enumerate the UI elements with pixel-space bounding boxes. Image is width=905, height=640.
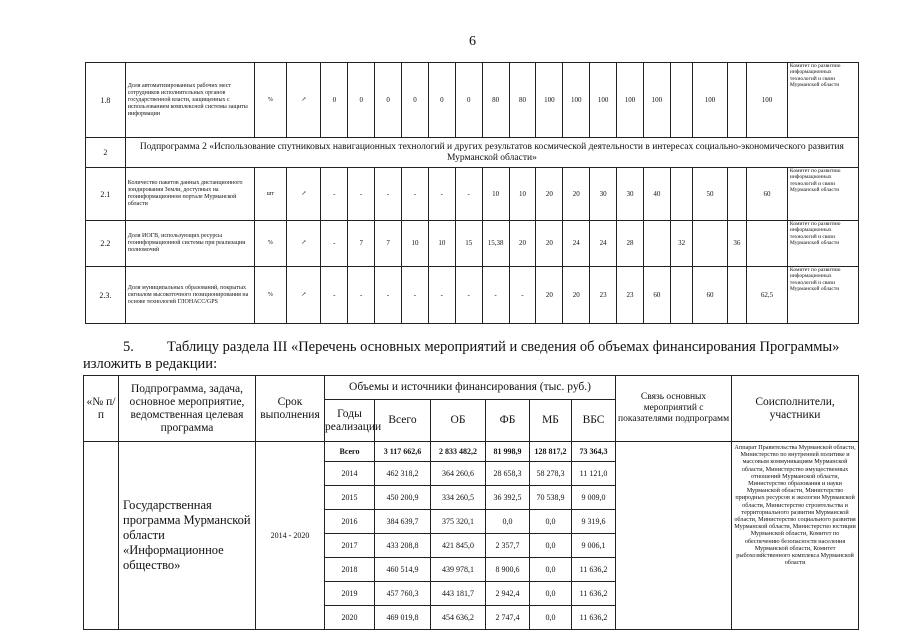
header-no: «№ п/п bbox=[84, 376, 119, 442]
row-number: 2 bbox=[86, 138, 126, 168]
indicator-value: 0 bbox=[375, 63, 402, 138]
indicator-value: - bbox=[482, 267, 509, 324]
indicator-value: 0 bbox=[402, 63, 429, 138]
indicator-value: 15 bbox=[455, 221, 482, 267]
indicator-executor: Комитет по развитию информационных технологий и связи Мурманской области bbox=[787, 63, 858, 138]
header-ob: ОБ bbox=[431, 400, 486, 442]
indicator-value: 40 bbox=[643, 168, 670, 221]
indicator-value: 60 bbox=[693, 267, 727, 324]
indicator-value: 80 bbox=[509, 63, 536, 138]
finance-fb: 2 942,4 bbox=[486, 582, 530, 606]
finance-total: 469 019,8 bbox=[375, 606, 431, 630]
indicator-value: 100 bbox=[536, 63, 563, 138]
link-cell bbox=[616, 442, 732, 630]
indicator-value: - bbox=[428, 267, 455, 324]
finance-total: 457 760,3 bbox=[375, 582, 431, 606]
finance-ob: 2 833 482,2 bbox=[431, 442, 486, 462]
finance-mb: 0,0 bbox=[530, 606, 572, 630]
finance-ob: 439 978,1 bbox=[431, 558, 486, 582]
header-years: Годы реализации bbox=[325, 400, 375, 442]
indicator-value bbox=[643, 221, 670, 267]
indicator-value: 0 bbox=[348, 63, 375, 138]
finance-fb: 36 392,5 bbox=[486, 486, 530, 510]
finance-fb: 8 900,6 bbox=[486, 558, 530, 582]
header-vbs: ВБС bbox=[572, 400, 616, 442]
indicator-value: 62,5 bbox=[747, 267, 788, 324]
header-link: Связь основных мероприятий с показателями подпрограмм bbox=[616, 376, 732, 442]
indicator-value: - bbox=[428, 168, 455, 221]
indicator-row bbox=[86, 63, 859, 138]
page-number: 6 bbox=[469, 34, 476, 49]
finance-total: 433 208,8 bbox=[375, 534, 431, 558]
indicator-row bbox=[86, 221, 859, 267]
finance-year: 2018 bbox=[325, 558, 375, 582]
indicator-name: Доля муниципальных образований, покрытых сигналом высокоточного позиционирования на основе технологий ГЛОНАСС/GPS bbox=[125, 267, 254, 324]
trend-mark: ↗ bbox=[287, 221, 321, 267]
finance-vbs: 11 636,2 bbox=[572, 558, 616, 582]
finance-fb: 2 357,7 bbox=[486, 534, 530, 558]
header-partners: Соисполнители, участники bbox=[732, 376, 859, 442]
indicator-value: 20 bbox=[536, 267, 563, 324]
finance-mb: 0,0 bbox=[530, 510, 572, 534]
indicator-row bbox=[86, 168, 859, 221]
indicator-name: Количество пакетов данных дистанционного зондирования Земли, доступных на геоинформационном портале Мурманской области bbox=[125, 168, 254, 221]
indicator-value: 15,38 bbox=[482, 221, 509, 267]
finance-fb: 81 998,9 bbox=[486, 442, 530, 462]
indicator-row bbox=[86, 267, 859, 324]
indicator-value: 23 bbox=[617, 267, 644, 324]
program-number-cell bbox=[84, 442, 119, 630]
indicator-value: 50 bbox=[693, 168, 727, 221]
indicator-value: 100 bbox=[643, 63, 670, 138]
finance-ob: 454 636,2 bbox=[431, 606, 486, 630]
indicator-value: - bbox=[321, 221, 348, 267]
finance-ob: 364 260,6 bbox=[431, 462, 486, 486]
finance-ob: 443 181,7 bbox=[431, 582, 486, 606]
indicator-value: - bbox=[375, 168, 402, 221]
finance-year: 2019 bbox=[325, 582, 375, 606]
finance-vbs: 9 009,0 bbox=[572, 486, 616, 510]
indicator-value: 100 bbox=[693, 63, 727, 138]
indicator-value: - bbox=[375, 267, 402, 324]
header-volumes: Объемы и источники финансирования (тыс. руб.) bbox=[325, 376, 616, 400]
finance-mb: 128 817,2 bbox=[530, 442, 572, 462]
indicator-value: 100 bbox=[617, 63, 644, 138]
indicator-value: 7 bbox=[348, 221, 375, 267]
indicator-executor: Комитет по развитию информационных технологий и связи Мурманской области bbox=[787, 267, 858, 324]
indicator-value: 0 bbox=[428, 63, 455, 138]
finance-mb: 58 278,3 bbox=[530, 462, 572, 486]
indicator-value: - bbox=[402, 267, 429, 324]
indicator-executor: Комитет по развитию информационных технологий и связи Мурманской области bbox=[787, 168, 858, 221]
indicator-value: - bbox=[321, 168, 348, 221]
finance-vbs: 73 364,3 bbox=[572, 442, 616, 462]
finance-total: 3 117 662,6 bbox=[375, 442, 431, 462]
finance-total: 384 639,7 bbox=[375, 510, 431, 534]
finance-year: 2016 bbox=[325, 510, 375, 534]
indicator-unit: % bbox=[254, 267, 286, 324]
finance-vbs: 9 006,1 bbox=[572, 534, 616, 558]
header-mb: МБ bbox=[530, 400, 572, 442]
section-heading bbox=[83, 339, 868, 373]
partners-list: Аппарат Правительства Мурманской области, Министерство по внутренней политике и массовым коммуникациям Мурманской области, Министерство имущественных отношений Мурманской области, Министерство образования и науки Мурманской области, Министерство природных ресурсов и экологии Мурманской области, Министерство строительства и территориального развития Мурманской области, Министерство социального развития Мурманской области, Министерство юстиции Мурманской области, Комитет по обеспечению безопасности населения Мурманской области, Комитет рыбохозяйственного комплекса Мурманской области bbox=[732, 442, 859, 630]
heading-number: 5. bbox=[123, 339, 134, 355]
indicator-value: 10 bbox=[482, 168, 509, 221]
indicator-value: - bbox=[348, 267, 375, 324]
indicator-value: 10 bbox=[402, 221, 429, 267]
indicator-value: 10 bbox=[428, 221, 455, 267]
finance-ob: 375 320,1 bbox=[431, 510, 486, 534]
row-number: 2.1 bbox=[86, 168, 126, 221]
indicator-value: 20 bbox=[536, 221, 563, 267]
finance-mb: 0,0 bbox=[530, 582, 572, 606]
finance-year: 2017 bbox=[325, 534, 375, 558]
indicator-value bbox=[670, 63, 693, 138]
indicator-value: 20 bbox=[563, 267, 590, 324]
header-total: Всего bbox=[375, 400, 431, 442]
indicator-value: 100 bbox=[563, 63, 590, 138]
finance-vbs: 11 121,0 bbox=[572, 462, 616, 486]
indicators-table bbox=[85, 62, 859, 324]
indicator-value bbox=[727, 267, 746, 324]
indicator-value: 32 bbox=[670, 221, 693, 267]
indicator-value: 23 bbox=[590, 267, 617, 324]
indicator-row bbox=[86, 138, 859, 168]
finance-total: 450 200,9 bbox=[375, 486, 431, 510]
header-fb: ФБ bbox=[486, 400, 530, 442]
indicator-value bbox=[727, 63, 746, 138]
indicator-value: 30 bbox=[590, 168, 617, 221]
indicator-value: 0 bbox=[321, 63, 348, 138]
indicator-value: 100 bbox=[747, 63, 788, 138]
finance-mb: 70 538,9 bbox=[530, 486, 572, 510]
finance-row bbox=[84, 442, 859, 462]
indicator-value: 30 bbox=[617, 168, 644, 221]
finance-vbs: 9 319,6 bbox=[572, 510, 616, 534]
row-number: 1.8 bbox=[86, 63, 126, 138]
indicator-value: - bbox=[455, 267, 482, 324]
row-number: 2.3. bbox=[86, 267, 126, 324]
finance-mb: 0,0 bbox=[530, 558, 572, 582]
header-name: Подпрограмма, задача, основное мероприятие, ведомственная целевая программа bbox=[119, 376, 256, 442]
row-number: 2.2 bbox=[86, 221, 126, 267]
finance-table bbox=[83, 375, 859, 630]
finance-fb: 2 747,4 bbox=[486, 606, 530, 630]
indicator-value bbox=[747, 221, 788, 267]
subprogram-title: Подпрограмма 2 «Использование спутниковых навигационных технологий и других результатов космической деятельности в интересах социально-экономического развития Мурманской области» bbox=[125, 138, 858, 168]
trend-mark: ↗ bbox=[287, 63, 321, 138]
indicator-value bbox=[670, 168, 693, 221]
indicator-unit: % bbox=[254, 63, 286, 138]
indicator-unit: шт bbox=[254, 168, 286, 221]
header-period: Срок выполнения bbox=[256, 376, 325, 442]
finance-vbs: 11 636,2 bbox=[572, 582, 616, 606]
indicator-value: 24 bbox=[563, 221, 590, 267]
indicator-value: 60 bbox=[747, 168, 788, 221]
indicator-executor: Комитет по развитию информационных технологий и связи Мурманской области bbox=[787, 221, 858, 267]
finance-fb: 28 658,3 bbox=[486, 462, 530, 486]
heading-text: Таблицу раздела III «Перечень основных мероприятий и сведения об объемах финансирования Программы» bbox=[167, 339, 840, 355]
indicator-value: - bbox=[348, 168, 375, 221]
finance-total: 462 318,2 bbox=[375, 462, 431, 486]
indicator-value: 10 bbox=[509, 168, 536, 221]
indicator-value: 100 bbox=[590, 63, 617, 138]
indicator-value: 20 bbox=[509, 221, 536, 267]
indicator-value: 28 bbox=[617, 221, 644, 267]
program-period: 2014 - 2020 bbox=[256, 442, 325, 630]
finance-year: 2014 bbox=[325, 462, 375, 486]
indicator-name: Доля автоматизированных рабочих мест сотрудников исполнительных органов государственной власти, защищенных с использованием комплексной системы защиты информации bbox=[125, 63, 254, 138]
heading-text-continued: изложить в редакции: bbox=[83, 356, 218, 372]
indicator-value: 20 bbox=[536, 168, 563, 221]
indicator-value: 24 bbox=[590, 221, 617, 267]
indicator-value bbox=[670, 267, 693, 324]
finance-fb: 0,0 bbox=[486, 510, 530, 534]
finance-year: 2015 bbox=[325, 486, 375, 510]
indicator-value: 7 bbox=[375, 221, 402, 267]
indicator-value: - bbox=[321, 267, 348, 324]
trend-mark: ↗ bbox=[287, 267, 321, 324]
finance-vbs: 11 636,2 bbox=[572, 606, 616, 630]
indicator-value: 60 bbox=[643, 267, 670, 324]
indicator-unit: % bbox=[254, 221, 286, 267]
trend-mark: ↗ bbox=[287, 168, 321, 221]
indicator-value bbox=[693, 221, 727, 267]
indicator-value: 36 bbox=[727, 221, 746, 267]
indicator-value: - bbox=[509, 267, 536, 324]
indicator-value: - bbox=[455, 168, 482, 221]
indicator-value: 80 bbox=[482, 63, 509, 138]
program-name: Государственная программа Мурманской области «Информационное общество» bbox=[119, 442, 256, 630]
indicator-value: - bbox=[402, 168, 429, 221]
finance-ob: 334 260,5 bbox=[431, 486, 486, 510]
finance-ob: 421 845,0 bbox=[431, 534, 486, 558]
indicator-value: 20 bbox=[563, 168, 590, 221]
finance-year: 2020 bbox=[325, 606, 375, 630]
indicator-name: Доля ИОГВ, использующих ресурсы геоинформационной системы при реализации полномочий bbox=[125, 221, 254, 267]
indicator-value: 0 bbox=[455, 63, 482, 138]
indicator-value bbox=[727, 168, 746, 221]
finance-year: Всего bbox=[325, 442, 375, 462]
finance-total: 460 514,9 bbox=[375, 558, 431, 582]
finance-mb: 0,0 bbox=[530, 534, 572, 558]
